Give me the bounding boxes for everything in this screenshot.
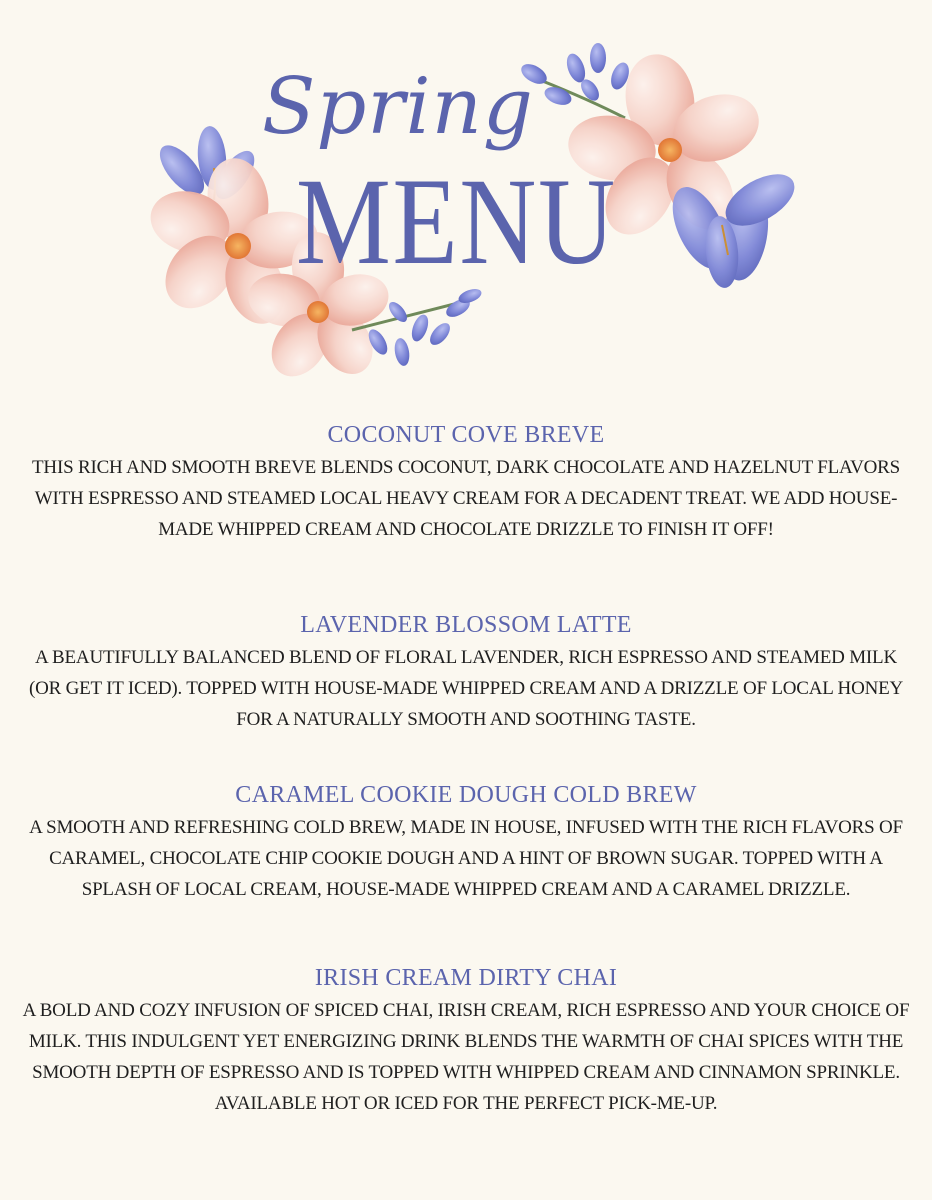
menu-item (20, 961, 912, 1161)
menu-item-name: COCONUT COVE BREVE (327, 422, 605, 448)
menu-item (20, 608, 912, 778)
menu-item-description: A SMOOTH AND REFRESHING COLD BREW, MADE IN HOUSE, INFUSED WITH THE RICH FLAVORS OF CARAMEL, CHOCOLATE CHIP COOKIE DOUGH AND A HINT OF BROWN SUGAR. TOPPED WITH A SPLASH OF LOCAL CREAM, HOUSE-MADE WHIPPED CREAM AND A CARAMEL DRIZZLE. (29, 817, 903, 900)
page-title: MENU (296, 153, 617, 290)
menu-item-description: A BOLD AND COZY INFUSION OF SPICED CHAI, IRISH CREAM, RICH ESPRESSO AND YOUR CHOICE OF MILK. THIS INDULGENT YET ENERGIZING DRINK BLENDS THE WARMTH OF CHAI SPICES WITH THE SMOOTH DEPTH OF ESPRESSO AND IS TOPPED WITH WHIPPED CREAM AND CINNAMON SPRINKLE. AVAILABLE HOT OR ICED FOR THE PERFECT PICK-ME-UP. (22, 1000, 910, 1114)
menu-item (20, 778, 912, 961)
menu-item-name: LAVENDER BLOSSOM LATTE (300, 612, 632, 638)
menu-item (20, 418, 912, 608)
menu-item-description: THIS RICH AND SMOOTH BREVE BLENDS COCONUT, DARK CHOCOLATE AND HAZELNUT FLAVORS WITH ESPRESSO AND STEAMED LOCAL HEAVY CREAM FOR A DECADENT TREAT. WE ADD HOUSE-MADE WHIPPED CREAM AND CHOCOLATE DRIZZLE TO FINISH IT OFF! (32, 457, 900, 540)
menu-list (20, 418, 912, 1161)
menu-item-name: IRISH CREAM DIRTY CHAI (314, 965, 618, 991)
menu-item-name: CARAMEL COOKIE DOUGH COLD BREW (235, 782, 697, 808)
title-script: Spring (262, 62, 534, 152)
top-right-blue-sprig (518, 43, 632, 118)
menu-item-description: A BEAUTIFULLY BALANCED BLEND OF FLORAL LAVENDER, RICH ESPRESSO AND STEAMED MILK (OR GET IT ICED). TOPPED WITH HOUSE-MADE WHIPPED CREAM AND A DRIZZLE OF LOCAL HONEY FOR A NATURALLY SMOOTH AND SOOTHING TASTE. (28, 647, 904, 730)
